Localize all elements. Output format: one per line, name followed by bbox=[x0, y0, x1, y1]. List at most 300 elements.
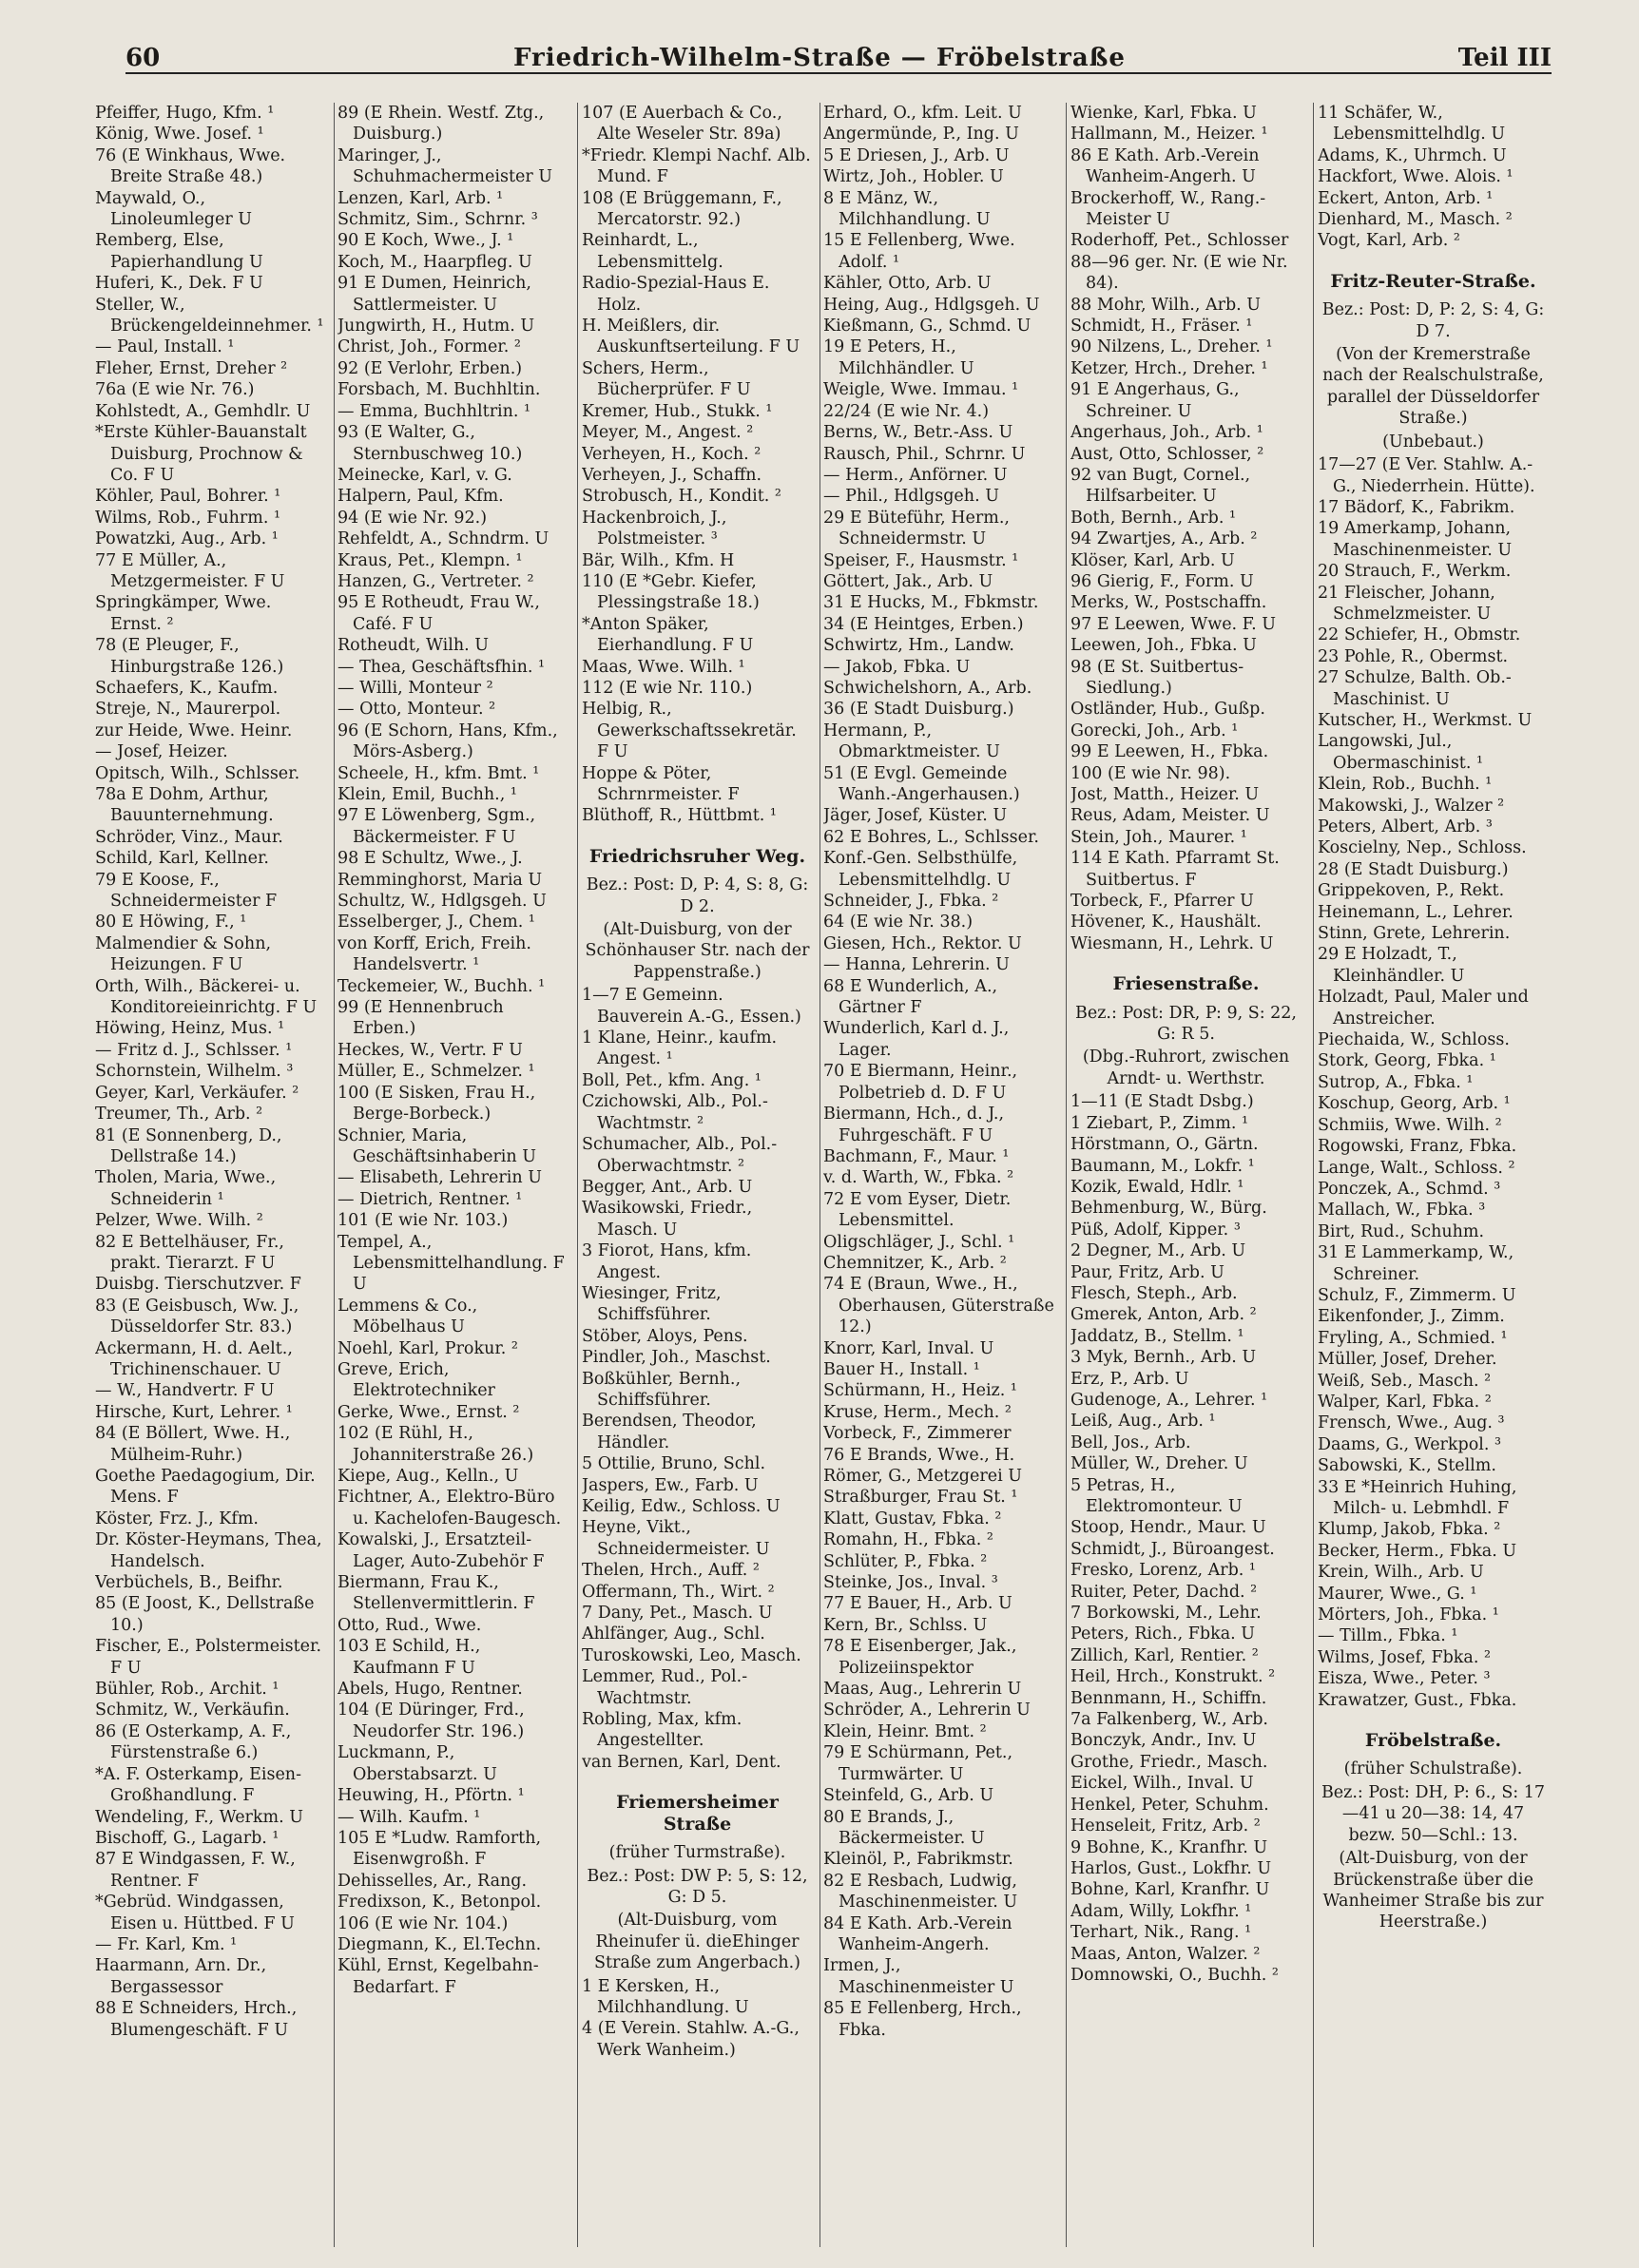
directory-entry: Esselberger, J., Chem. ¹ bbox=[337, 913, 535, 932]
directory-entry: Biermann, Frau K., Stellenvermittlerin. F bbox=[337, 1573, 535, 1614]
directory-entry: 27 Schulze, Balth. Ob.-Maschinist. U bbox=[1318, 668, 1512, 709]
directory-entry: Schwirtz, Hm., Landw. bbox=[823, 636, 1014, 656]
page-header bbox=[125, 25, 1552, 74]
column-5 bbox=[1070, 103, 1302, 2247]
directory-entry: Jaddatz, B., Stellm. ¹ bbox=[1070, 1326, 1244, 1346]
directory-entry: Römer, G., Metzgerei U bbox=[823, 1467, 1022, 1486]
directory-entry: — Jakob, Fbka. U bbox=[823, 657, 971, 677]
directory-entry: — Fritz d. J., Schlsser. ¹ bbox=[95, 1040, 293, 1060]
directory-entry: Straßburger, Frau St. ¹ bbox=[823, 1488, 1018, 1508]
directory-entry: 3 Fiorot, Hans, kfm. Angest. bbox=[582, 1241, 752, 1282]
directory-entry: 80 E Brands, J., Bäckermeister. U bbox=[823, 1807, 985, 1848]
directory-entry: 92 van Bugt, Cornel., Hilfsarbeiter. U bbox=[1070, 465, 1251, 507]
directory-entry: Schmitz, Sim., Schrnr. ³ bbox=[337, 210, 538, 230]
directory-entry: Streje, N., Maurerpol. bbox=[95, 700, 281, 720]
directory-entry: Jäger, Josef, Küster. U bbox=[823, 806, 1008, 826]
directory-entry: 102 (E Rühl, H., Johanniterstraße 26.) bbox=[337, 1424, 534, 1465]
directory-entry: Schaefers, K., Kaufm. bbox=[95, 678, 279, 698]
directory-entry: Meinecke, Karl, v. G. bbox=[337, 465, 512, 485]
directory-entry: Adam, Willy, Lokfhr. ¹ bbox=[1070, 1901, 1252, 1921]
directory-entry: Greve, Erich, Elektrotechniker bbox=[337, 1359, 495, 1401]
directory-entry: Müller, Josef, Dreher. bbox=[1318, 1350, 1497, 1370]
directory-entry: Boll, Pet., kfm. Ang. ¹ bbox=[582, 1070, 762, 1090]
directory-entry: 77 E Müller, A., Metzgermeister. F U bbox=[95, 550, 285, 591]
directory-entry: 34 (E Heintges, Erben.) bbox=[823, 614, 1024, 634]
directory-entry: Scheele, H., kfm. Bmt. ¹ bbox=[337, 763, 540, 783]
directory-entry: Malmendier & Sohn, Heizungen. F U bbox=[95, 933, 272, 975]
directory-entry: Pfeiffer, Hugo, Kfm. ¹ bbox=[95, 104, 275, 123]
directory-entry: 104 (E Düringer, Frd., Neudorfer Str. 196.) bbox=[337, 1701, 525, 1741]
directory-entry: Reinhardt, L., Lebensmittelg. bbox=[582, 231, 723, 272]
directory-entry: Flesch, Steph., Arb. bbox=[1070, 1283, 1238, 1303]
directory-entry: 78a E Dohm, Arthur, Bauunternehmung. bbox=[95, 785, 274, 826]
directory-entry: Wilms, Rob., Fuhrm. ¹ bbox=[95, 508, 280, 528]
directory-entry: Maywald, O., Linoleumleger U bbox=[95, 188, 253, 230]
directory-entry: 98 (E St. Suitbertus-Siedlung.) bbox=[1070, 657, 1244, 698]
directory-entry: Göttert, Jak., Arb. U bbox=[823, 571, 993, 591]
street-heading: Friesenstraße. bbox=[1112, 973, 1260, 995]
directory-entry: Schmiis, Wwe. Wilh. ² bbox=[1318, 1115, 1502, 1135]
street-note: (früher Turmstraße). bbox=[608, 1843, 786, 1863]
directory-entry: 92 (E Verlohr, Erben.) bbox=[337, 358, 523, 378]
directory-entry: Koch, M., Haarpfleg. U bbox=[337, 252, 532, 272]
directory-entry: Ostländer, Hub., Gußp. bbox=[1070, 700, 1265, 720]
directory-entry: 82 E Bettelhäuser, Fr., prakt. Tierarzt. F U bbox=[95, 1232, 284, 1273]
directory-entry: Heil, Hrch., Konstrukt. ² bbox=[1070, 1667, 1276, 1687]
directory-entry: Stinn, Grete, Lehrerin. bbox=[1318, 924, 1511, 944]
directory-entry: Blüthoff, R., Hüttbmt. ¹ bbox=[582, 806, 777, 826]
directory-entry: 88 Mohr, Wilh., Arb. U bbox=[1070, 295, 1262, 315]
directory-entry: Rogowski, Franz, Fbka. bbox=[1318, 1137, 1517, 1157]
directory-entry: Steller, W., Brückengeldeinnehmer. ¹ bbox=[95, 295, 324, 336]
directory-entry: Speiser, F., Hausmstr. ¹ bbox=[823, 550, 1019, 570]
directory-entry: Otto, Rud., Wwe. bbox=[337, 1615, 482, 1635]
directory-entry: Wendeling, F., Werkm. U bbox=[95, 1807, 303, 1827]
directory-entry: Bennmann, H., Schiffn. bbox=[1070, 1688, 1267, 1708]
directory-entry: Walper, Karl, Fbka. ² bbox=[1318, 1392, 1492, 1412]
directory-entry: 70 E Biermann, Heinr., Polbetrieb d. D. F U bbox=[823, 1062, 1018, 1103]
directory-entry: Jost, Matth., Heizer. U bbox=[1070, 785, 1260, 804]
directory-entry: Goethe Paedagogium, Dir. Mens. F bbox=[95, 1467, 316, 1508]
directory-entry: König, Wwe. Josef. ¹ bbox=[95, 125, 264, 144]
street-heading: Friemersheimer Straße bbox=[616, 1792, 779, 1835]
directory-entry: Erhard, O., kfm. Leit. U bbox=[823, 104, 1022, 123]
directory-entry: Aust, Otto, Schlosser, ² bbox=[1070, 444, 1264, 464]
directory-entry: Krawatzer, Gust., Fbka. bbox=[1318, 1690, 1517, 1710]
street-note: Bez.: Post: DH, P: 6., S: 17—41 u 20—38: 14, 47 bezw. 50—Schl.: 13. bbox=[1321, 1782, 1546, 1845]
directory-entry: 7a Falkenberg, W., Arb. bbox=[1070, 1710, 1268, 1730]
directory-entry: 112 (E wie Nr. 110.) bbox=[582, 678, 753, 698]
directory-entry: Eisza, Wwe., Peter. ³ bbox=[1318, 1669, 1491, 1689]
directory-entry: 17 Bädorf, K., Fabrikm. bbox=[1318, 497, 1515, 517]
directory-entry: 77 E Bauer, H., Arb. U bbox=[823, 1594, 1012, 1614]
directory-entry: Verbüchels, B., Beifhr. bbox=[95, 1573, 283, 1593]
street-heading: Fritz-Reuter-Straße. bbox=[1330, 270, 1536, 292]
directory-entry: 97 E Leewen, Wwe. F. U bbox=[1070, 614, 1276, 634]
directory-entry: Konf.-Gen. Selbsthülfe, Lebensmittelhdlg. U bbox=[823, 849, 1018, 890]
street-note: Bez.: Post: D, P: 4, S: 8, G: D 2. bbox=[586, 875, 809, 916]
directory-entry: Kowalski, J., Ersatzteil-Lager, Auto-Zubehör F bbox=[337, 1530, 545, 1571]
directory-entry: Leewen, Joh., Fbka. U bbox=[1070, 636, 1257, 656]
column-4 bbox=[823, 103, 1054, 2247]
directory-entry: Oligschläger, J., Schl. ¹ bbox=[823, 1232, 1015, 1252]
directory-entry: Fischer, E., Polstermeister. F U bbox=[95, 1637, 322, 1678]
directory-entry: Kraus, Pet., Klempn. ¹ bbox=[337, 550, 523, 570]
directory-entry: 15 E Fellenberg, Wwe. Adolf. ¹ bbox=[823, 231, 1015, 272]
directory-entry: Henkel, Peter, Schuhm. bbox=[1070, 1795, 1269, 1815]
directory-entry: Piechaida, W., Schloss. bbox=[1318, 1030, 1510, 1050]
directory-entry: Kiepe, Aug., Kelln., U bbox=[337, 1467, 519, 1486]
directory-entry: 90 Nilzens, L., Dreher. ¹ bbox=[1070, 337, 1273, 357]
directory-entry: Wirtz, Joh., Hobler. U bbox=[823, 167, 1004, 187]
directory-entry: Wunderlich, Karl d. J., Lager. bbox=[823, 1019, 1010, 1060]
directory-entry: Birt, Rud., Schuhm. bbox=[1318, 1221, 1485, 1241]
directory-entry: Mallach, W., Fbka. ³ bbox=[1318, 1201, 1486, 1220]
directory-entry: — Elisabeth, Lehrerin U bbox=[337, 1168, 542, 1188]
directory-entry: Springkämper, Wwe. Ernst. ² bbox=[95, 593, 272, 634]
directory-entry: Heyne, Vikt., Schneidermeister. U bbox=[582, 1518, 770, 1559]
directory-entry: Fresko, Lorenz, Arb. ¹ bbox=[1070, 1561, 1256, 1581]
directory-entry: Thelen, Hrch., Auff. ² bbox=[582, 1561, 760, 1581]
directory-entry: Steinke, Jos., Inval. ³ bbox=[823, 1573, 998, 1593]
directory-entry: 100 (E Sisken, Frau H., Berge-Borbeck.) bbox=[337, 1083, 536, 1124]
directory-entry: — Paul, Install. ¹ bbox=[95, 337, 235, 357]
directory-entry: Grothe, Friedr., Masch. bbox=[1070, 1752, 1268, 1772]
directory-entry: Maas, Aug., Lehrerin U bbox=[823, 1680, 1022, 1700]
directory-entry: Offermann, Th., Wirt. ² bbox=[582, 1582, 775, 1602]
directory-entry: Behmenburg, W., Bürg. bbox=[1070, 1199, 1267, 1219]
directory-entry: Boßkühler, Bernh., Schiffsführer. bbox=[582, 1369, 742, 1410]
directory-entry: 1—7 E Gemeinn. Bauverein A.-G., Essen.) bbox=[582, 986, 801, 1027]
directory-entry: 114 E Kath. Pfarramt St. Suitbertus. F bbox=[1070, 849, 1280, 890]
directory-entry: Grippekoven, P., Rekt. bbox=[1318, 881, 1505, 901]
directory-entry: — Fr. Karl, Km. ¹ bbox=[95, 1934, 238, 1954]
directory-entry: Geyer, Karl, Verkäufer. ² bbox=[95, 1083, 299, 1103]
directory-entry: — Thea, Geschäftsfhin. ¹ bbox=[337, 657, 545, 677]
directory-entry: Adams, K., Uhrmch. U bbox=[1318, 145, 1507, 165]
directory-entry: Fichtner, A., Elektro-Büro u. Kachelofen-Baugesch. bbox=[337, 1488, 562, 1528]
directory-entry: Wilms, Josef, Fbka. ² bbox=[1318, 1647, 1491, 1667]
directory-entry: — Hanna, Lehrerin. U bbox=[823, 955, 1010, 975]
directory-entry: 81 (E Sonnenberg, D., Dellstraße 14.) bbox=[95, 1125, 282, 1166]
directory-entry: Schmidt, J., Büroangest. bbox=[1070, 1539, 1275, 1559]
directory-entry: Sutrop, A., Fbka. ¹ bbox=[1318, 1072, 1474, 1092]
directory-entry: Schornstein, Wilhelm. ³ bbox=[95, 1062, 294, 1082]
directory-entry: Baumann, M., Lokfr. ¹ bbox=[1070, 1156, 1255, 1176]
directory-entry: Both, Bernh., Arb. ¹ bbox=[1070, 508, 1236, 528]
directory-entry: 19 Amerkamp, Johann, Maschinenmeister. U bbox=[1318, 519, 1513, 560]
street-note: (Alt-Duisburg, vom Rheinufer ü. dieEhinger Straße zum Angerbach.) bbox=[593, 1911, 800, 1973]
directory-entry: Opitsch, Wilh., Schlsser. bbox=[95, 763, 300, 783]
directory-entry: Weigle, Wwe. Immau. ¹ bbox=[823, 380, 1019, 400]
directory-entry: Schröder, A., Lehrerin U bbox=[823, 1701, 1031, 1720]
column-divider bbox=[1066, 103, 1067, 2247]
directory-entry: 74 E (Braun, Wwe., H., Oberhausen, Güterstraße 12.) bbox=[823, 1275, 1054, 1337]
directory-entry: Lange, Walt., Schloss. ² bbox=[1318, 1158, 1515, 1178]
directory-entry: von Korff, Erich, Freih. Handelsvertr. ¹ bbox=[337, 933, 531, 975]
directory-entry: 103 E Schild, H., Kaufmann F U bbox=[337, 1637, 481, 1678]
directory-entry: Merks, W., Postschaffn. bbox=[1070, 593, 1267, 613]
directory-entry: Frensch, Wwe., Aug. ³ bbox=[1318, 1413, 1505, 1433]
directory-entry: Klump, Jakob, Fbka. ² bbox=[1318, 1520, 1501, 1540]
directory-entry: Hermann, P., Obmarktmeister. U bbox=[823, 721, 1000, 762]
directory-entry: Ackermann, H. d. Aelt., Trichinenschauer. U bbox=[95, 1338, 293, 1379]
street-note: (früher Schulstraße). bbox=[1343, 1759, 1523, 1779]
directory-entry: Schlüter, P., Fbka. ² bbox=[823, 1551, 988, 1571]
directory-entry: 28 (E Stadt Duisburg.) bbox=[1318, 859, 1509, 879]
directory-entry: Lemmens & Co., Möbelhaus U bbox=[337, 1296, 478, 1337]
directory-entry: Heinemann, L., Lehrer. bbox=[1318, 902, 1514, 922]
directory-entry: 1 E Kersken, H., Milchhandlung. U bbox=[582, 1976, 749, 2017]
directory-entry: — Phil., Hdlgsgeh. U bbox=[823, 487, 999, 507]
directory-entry: 22 Schiefer, H., Obmstr. bbox=[1318, 625, 1521, 645]
directory-entry: 78 (E Pleuger, F., Hinburgstraße 126.) bbox=[95, 636, 284, 677]
directory-entry: 84 E Kath. Arb.-Verein Wanheim-Angerh. bbox=[823, 1913, 1012, 1954]
directory-entry: Kremer, Hub., Stukk. ¹ bbox=[582, 401, 773, 421]
directory-entry: Schmitz, W., Verkäufin. bbox=[95, 1701, 290, 1720]
directory-entry: Wienke, Karl, Fbka. U bbox=[1070, 104, 1257, 123]
part-label: Teil III bbox=[1457, 44, 1552, 72]
directory-entry: — Josef, Heizer. bbox=[95, 742, 228, 762]
directory-entry: Wiesinger, Fritz, Schiffsführer. bbox=[582, 1283, 722, 1325]
directory-entry: 90 E Koch, Wwe., J. ¹ bbox=[337, 231, 514, 251]
directory-entry: Dehisselles, Ar., Rang. bbox=[337, 1871, 528, 1891]
directory-entry: 89 (E Rhein. Westf. Ztg., Duisburg.) bbox=[337, 104, 545, 144]
directory-entry: 79 E Schürmann, Pet., Turmwärter. U bbox=[823, 1743, 1013, 1784]
directory-entry: — Dietrich, Rentner. ¹ bbox=[337, 1189, 523, 1209]
directory-entry: Pelzer, Wwe. Wilh. ² bbox=[95, 1211, 263, 1231]
directory-entry: Haarmann, Arn. Dr., Bergassessor bbox=[95, 1956, 267, 1997]
directory-entry: 100 (E wie Nr. 98). bbox=[1070, 763, 1231, 783]
directory-entry: 76a (E wie Nr. 76.) bbox=[95, 380, 255, 400]
directory-entry: 29 E Holzadt, T., Kleinhändler. U bbox=[1318, 945, 1465, 986]
directory-entry: *Friedr. Klempi Nachf. Alb. Mund. F bbox=[582, 145, 811, 187]
directory-entry: 11 Schäfer, W., Lebensmittelhdlg. U bbox=[1318, 104, 1506, 144]
directory-entry: Koschup, Georg, Arb. ¹ bbox=[1318, 1094, 1511, 1114]
directory-entry: 80 E Höwing, F., ¹ bbox=[95, 913, 247, 932]
directory-entry: Fryling, A., Schmied. ¹ bbox=[1318, 1328, 1508, 1348]
directory-entry: Erz, P., Arb. U bbox=[1070, 1369, 1189, 1389]
directory-entry: Remberg, Else, Papierhandlung U bbox=[95, 231, 263, 272]
directory-entry: 85 E Fellenberg, Hrch., Fbka. bbox=[823, 1999, 1022, 2040]
directory-entry: Helbig, R., Gewerkschaftssekretär. F U bbox=[582, 700, 797, 762]
directory-entry: Makowski, J., Walzer ² bbox=[1318, 796, 1505, 816]
directory-entry: — W., Handvertr. F U bbox=[95, 1381, 275, 1401]
directory-entry: Harlos, Gust., Lokfhr. U bbox=[1070, 1858, 1272, 1878]
directory-entry: Abels, Hugo, Rentner. bbox=[337, 1680, 523, 1700]
directory-entry: Remminghorst, Maria U bbox=[337, 870, 543, 890]
directory-entry: Klein, Heinr. Bmt. ² bbox=[823, 1721, 987, 1741]
directory-entry: — Wilh. Kaufm. ¹ bbox=[337, 1807, 481, 1827]
directory-entry: Paur, Fritz, Arb. U bbox=[1070, 1262, 1224, 1282]
directory-entry: Ruiter, Peter, Dachd. ² bbox=[1070, 1582, 1258, 1602]
column-divider bbox=[334, 103, 335, 2247]
directory-entry: 88 E Schneiders, Hrch., Blumengeschäft. F U bbox=[95, 1999, 298, 2040]
directory-entry: 108 (E Brüggemann, F., Mercatorstr. 92.) bbox=[582, 188, 782, 230]
directory-entry: Duisbg. Tierschutzver. F bbox=[95, 1275, 301, 1295]
directory-entry: 20 Strauch, F., Werkm. bbox=[1318, 562, 1512, 582]
directory-entry: Schneider, J., Fbka. ² bbox=[823, 892, 999, 912]
directory-entry: Radio-Spezial-Haus E. Holz. bbox=[582, 274, 770, 315]
directory-entry: Schnier, Maria, Geschäftsinhaberin U bbox=[337, 1125, 536, 1166]
directory-entry: Strobusch, H., Kondit. ² bbox=[582, 487, 781, 507]
directory-entry: 79 E Koose, F., Schneidermeister F bbox=[95, 870, 278, 912]
directory-entry: 91 E Angerhaus, G., Schreiner. U bbox=[1070, 380, 1240, 421]
directory-entry: Ponczek, A., Schmd. ³ bbox=[1318, 1179, 1501, 1199]
directory-entry: 99 E Leewen, H., Fbka. bbox=[1070, 742, 1269, 762]
directory-entry: Schmidt, H., Fräser. ¹ bbox=[1070, 317, 1253, 336]
directory-entry: 94 Zwartjes, A., Arb. ² bbox=[1070, 529, 1258, 549]
directory-entry: 4 (E Verein. Stahlw. A.-G., Werk Wanheim.) bbox=[582, 2019, 800, 2060]
page-number: 60 bbox=[125, 44, 161, 72]
directory-entry: 5 Ottilie, Bruno, Schl. bbox=[582, 1454, 766, 1474]
directory-entry: 95 E Rotheudt, Frau W., Café. F U bbox=[337, 593, 540, 634]
directory-entry: *Gebrüd. Windgassen, Eisen u. Hüttbed. F U bbox=[95, 1893, 295, 1933]
street-note: (Alt-Duisburg, von der Brückenstraße über die Wanheimer Straße bis zur Heerstraße.) bbox=[1322, 1849, 1544, 1932]
directory-entry: Schröder, Vinz., Maur. bbox=[95, 827, 283, 847]
directory-entry: van Bernen, Karl, Dent. bbox=[582, 1752, 781, 1772]
directory-entry: Irmen, J., Maschinenmeister U bbox=[823, 1956, 1014, 1997]
directory-entry: Huferi, K., Dek. F U bbox=[95, 274, 263, 294]
directory-entry: 101 (E wie Nr. 103.) bbox=[337, 1211, 509, 1231]
directory-entry: Heing, Aug., Hdlgsgeh. U bbox=[823, 295, 1040, 315]
directory-entry: 21 Fleischer, Johann, Schmelzmeister. U bbox=[1318, 583, 1495, 624]
directory-entry: Hallmann, M., Heizer. ¹ bbox=[1070, 125, 1268, 144]
directory-entry: 17—27 (E Ver. Stahlw. A.-G., Niederrhein. Hütte). bbox=[1318, 455, 1535, 496]
directory-entry: 31 E Lammerkamp, W., Schreiner. bbox=[1318, 1243, 1514, 1284]
column-divider bbox=[1313, 103, 1314, 2247]
directory-entry: Forsbach, M. Buchhltin. bbox=[337, 380, 541, 400]
directory-entry: Romahn, H., Fbka. ² bbox=[823, 1530, 993, 1550]
directory-entry: — Herm., Anförner. U bbox=[823, 465, 1008, 485]
directory-entry: Robling, Max, kfm. Angestellter. bbox=[582, 1710, 742, 1751]
directory-entry: Müller, E., Schmelzer. ¹ bbox=[337, 1062, 535, 1082]
directory-entry: Jaspers, Ew., Farb. U bbox=[582, 1475, 759, 1495]
directory-entry: Biermann, Hch., d. J., Fuhrgeschäft. F U bbox=[823, 1105, 1005, 1145]
directory-entry: — Otto, Monteur. ² bbox=[337, 700, 496, 720]
directory-entry: Hackfort, Wwe. Alois. ¹ bbox=[1318, 167, 1514, 187]
directory-entry: *Anton Späker, Eierhandlung. F U bbox=[582, 614, 754, 656]
directory-entry: Meyer, M., Angest. ² bbox=[582, 423, 754, 443]
directory-entry: Angerhaus, Joh., Arb. ¹ bbox=[1070, 423, 1263, 443]
column-6 bbox=[1318, 103, 1549, 2247]
directory-entry: Mörters, Joh., Fbka. ¹ bbox=[1318, 1605, 1499, 1625]
directory-entry: 5 E Driesen, J., Arb. U bbox=[823, 145, 1010, 165]
directory-entry: Püß, Adolf, Kipper. ³ bbox=[1070, 1220, 1241, 1240]
directory-entry: Ketzer, Hrch., Dreher. ¹ bbox=[1070, 358, 1268, 378]
directory-entry: Tempel, A., Lebensmittelhandlung. F U bbox=[337, 1232, 565, 1295]
directory-entry: Rehfeldt, A., Schndrm. U bbox=[337, 529, 550, 549]
directory-entry: Kozik, Ewald, Hdlr. ¹ bbox=[1070, 1177, 1244, 1197]
directory-entry: 97 E Löwenberg, Sgm., Bäckermeister. F U bbox=[337, 806, 536, 847]
directory-entry: Luckmann, P., Oberstabsarzt. U bbox=[337, 1743, 497, 1784]
directory-entry: 94 (E wie Nr. 92.) bbox=[337, 508, 488, 528]
directory-entry: Verheyen, J., Schaffn. bbox=[582, 465, 762, 485]
directory-entry: *A. F. Osterkamp, Eisen-Großhandlung. F bbox=[95, 1764, 301, 1806]
directory-entry: 106 (E wie Nr. 104.) bbox=[337, 1913, 509, 1933]
directory-entry: Rotheudt, Wilh. U bbox=[337, 636, 490, 656]
directory-entry: Schild, Karl, Kellner. bbox=[95, 849, 269, 869]
directory-entry: 86 E Kath. Arb.-Verein Wanheim-Angerh. U bbox=[1070, 145, 1260, 187]
directory-entry: Angermünde, P., Ing. U bbox=[823, 125, 1019, 144]
directory-entry: Dienhard, M., Masch. ² bbox=[1318, 210, 1513, 230]
directory-entry: 84 (E Böllert, Wwe. H., Mülheim-Ruhr.) bbox=[95, 1424, 291, 1465]
directory-entry: 105 E *Ludw. Ramforth, Eisenwgroßh. F bbox=[337, 1828, 542, 1870]
directory-entry: 93 (E Walter, G., Sternbuschweg 10.) bbox=[337, 423, 523, 464]
directory-entry: 76 (E Winkhaus, Wwe. Breite Straße 48.) bbox=[95, 145, 286, 187]
directory-entry: Roderhoff, Pet., Schlosser bbox=[1070, 231, 1289, 251]
directory-entry: Schulz, F., Zimmerm. U bbox=[1318, 1285, 1516, 1305]
directory-entry: Fredixson, K., Betonpol. bbox=[337, 1893, 542, 1912]
directory-entry: 96 Gierig, F., Form. U bbox=[1070, 571, 1254, 591]
column-1 bbox=[95, 103, 326, 2247]
directory-entry: Hövener, K., Haushält. bbox=[1070, 913, 1262, 932]
directory-entry: Lemmer, Rud., Pol.-Wachtmstr. bbox=[582, 1667, 748, 1708]
directory-entry: Schultz, W., Hdlgsgeh. U bbox=[337, 892, 547, 912]
directory-entry: Höwing, Heinz, Mus. ¹ bbox=[95, 1019, 285, 1039]
directory-entry: Bachmann, F., Maur. ¹ bbox=[823, 1146, 1010, 1166]
directory-entry: Czichowski, Alb., Pol.-Wachtmstr. ² bbox=[582, 1092, 768, 1133]
street-note: (Von der Kremerstraße nach der Realschulstraße, parallel der Düsseldorfer Straße.) bbox=[1322, 345, 1544, 429]
directory-entry: Zillich, Karl, Rentier. ² bbox=[1070, 1645, 1259, 1665]
directory-entry: Giesen, Hch., Rektor. U bbox=[823, 933, 1022, 953]
directory-entry: Hoppe & Pöter, Schrnrmeister. F bbox=[582, 763, 740, 804]
directory-entry: v. d. Warth, W., Fbka. ² bbox=[823, 1168, 1014, 1188]
directory-entry: 76 E Brands, Wwe., H. bbox=[823, 1445, 1015, 1465]
directory-entry: zur Heide, Wwe. Heinr. bbox=[95, 721, 293, 740]
directory-entry: Kern, Br., Schlss. U bbox=[823, 1615, 988, 1635]
directory-entry: Gmerek, Anton, Arb. ² bbox=[1070, 1305, 1257, 1325]
directory-entry: Orth, Wilh., Bäckerei- u. Konditoreieinrichtg. F U bbox=[95, 976, 318, 1018]
directory-entry: 19 E Peters, H., Milchhändler. U bbox=[823, 337, 974, 378]
directory-entry: 3 Myk, Bernh., Arb. U bbox=[1070, 1348, 1257, 1368]
directory-entry: 8 E Mänz, W., Milchhandlung. U bbox=[823, 188, 991, 230]
directory-entry: Holzadt, Paul, Maler und Anstreicher. bbox=[1318, 988, 1529, 1028]
directory-entry: 31 E Hucks, M., Fbkmstr. bbox=[823, 593, 1039, 613]
directory-entry: Chemnitzer, K., Arb. ² bbox=[823, 1253, 1007, 1273]
directory-entry: Kutscher, H., Werkmst. U bbox=[1318, 710, 1533, 730]
directory-entry: Kühl, Ernst, Kegelbahn-Bedarfart. F bbox=[337, 1956, 539, 1997]
directory-entry: Klöser, Karl, Arb. U bbox=[1070, 550, 1235, 570]
directory-entry: 96 (E Schorn, Hans, Kfm., Mörs-Asberg.) bbox=[337, 721, 558, 762]
directory-entry: 7 Dany, Pet., Masch. U bbox=[582, 1604, 773, 1624]
directory-entry: 7 Borkowski, M., Lehr. bbox=[1070, 1604, 1262, 1624]
directory-entry: 1 Klane, Heinr., kaufm. Angest. ¹ bbox=[582, 1028, 778, 1069]
directory-entry: Bell, Jos., Arb. bbox=[1070, 1432, 1191, 1452]
directory-entry: Schwichelshorn, A., Arb. bbox=[823, 678, 1032, 698]
directory-entry: Daams, G., Werkpol. ³ bbox=[1318, 1434, 1502, 1454]
street-note: Bez.: Post: D, P: 2, S: 4, G: D 7. bbox=[1321, 300, 1545, 341]
directory-entry: Hanzen, G., Vertreter. ² bbox=[337, 571, 534, 591]
directory-entry: Maurer, Wwe., G. ¹ bbox=[1318, 1584, 1477, 1604]
directory-entry: Fleher, Ernst, Dreher ² bbox=[95, 358, 288, 378]
directory-entry: Halpern, Paul, Kfm. bbox=[337, 487, 504, 507]
directory-entry: Berendsen, Theodor, Händler. bbox=[582, 1412, 757, 1452]
directory-entry: — Willi, Monteur ² bbox=[337, 678, 493, 698]
directory-entry: Hirsche, Kurt, Lehrer. ¹ bbox=[95, 1402, 293, 1422]
directory-entry: Sabowski, K., Stellm. bbox=[1318, 1456, 1496, 1476]
directory-entry: Krein, Wilh., Arb. U bbox=[1318, 1563, 1484, 1583]
directory-entry: Henseleit, Fritz, Arb. ² bbox=[1070, 1816, 1261, 1836]
directory-entry: Bär, Wilh., Kfm. H bbox=[582, 550, 735, 570]
directory-entry: Rausch, Phil., Schrnr. U bbox=[823, 444, 1026, 464]
directory-entry: Ahlfänger, Aug., Schl. bbox=[582, 1624, 765, 1644]
street-heading: Friedrichsruher Weg. bbox=[588, 845, 806, 867]
directory-entry: Verheyen, H., Koch. ² bbox=[582, 444, 762, 464]
directory-entry: 29 E Büteführ, Herm., Schneidermstr. U bbox=[823, 508, 1010, 549]
directory-entry: Klein, Rob., Buchh. ¹ bbox=[1318, 775, 1493, 795]
directory-entry: 78 E Eisenberger, Jak., Polizeiinspektor bbox=[823, 1637, 1017, 1678]
